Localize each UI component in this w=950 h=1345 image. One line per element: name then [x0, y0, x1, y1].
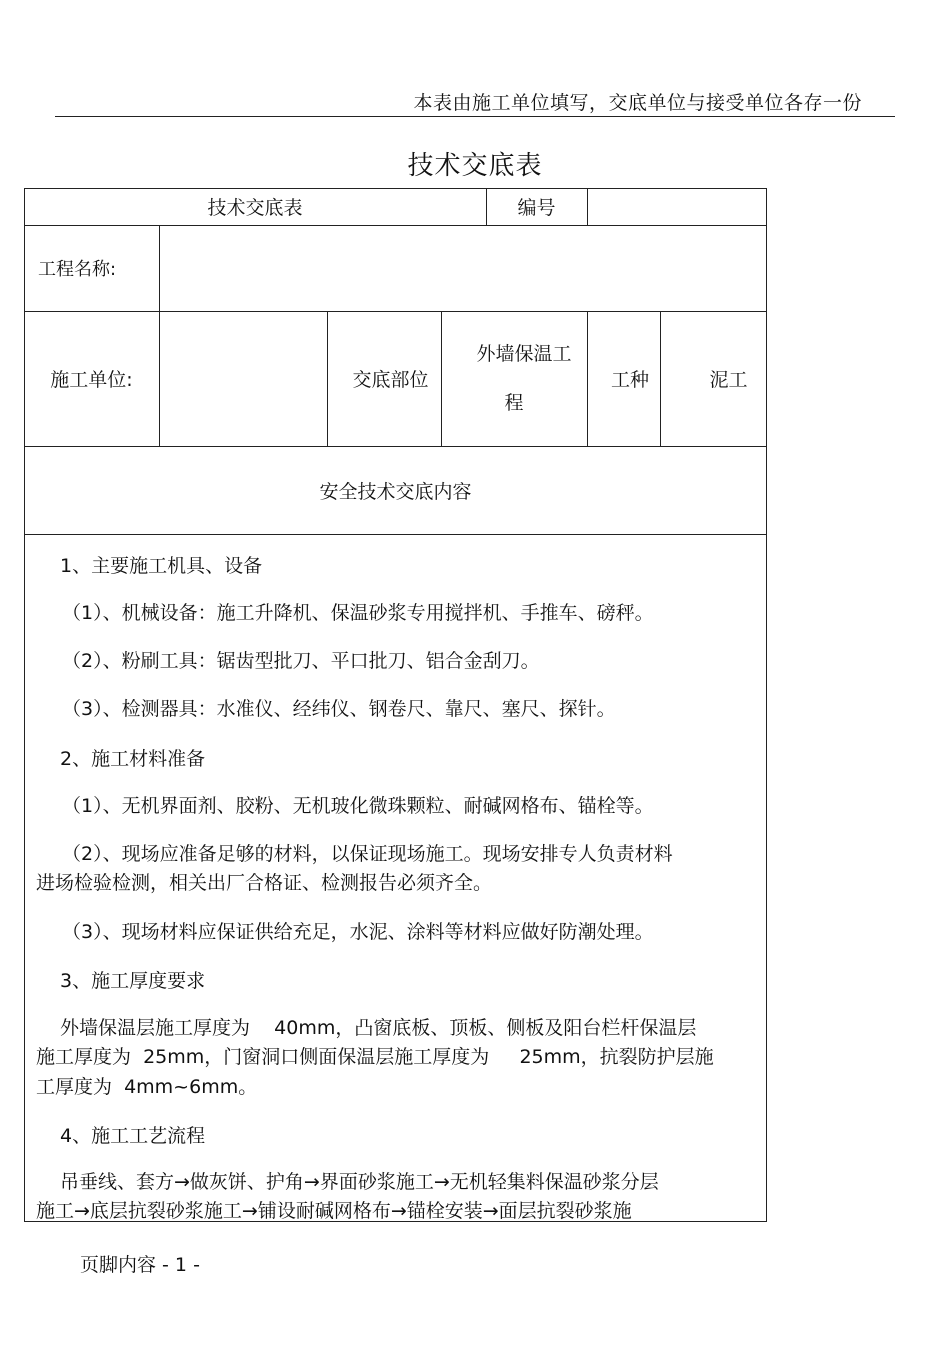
heading-process: 4、施工工艺流程 [60, 1125, 206, 1147]
table-rule [587, 311, 588, 446]
construction-unit-label: 施工单位: [50, 369, 133, 391]
disclosure-part-value [441, 311, 587, 446]
item-material-supply: （3）、现场材料应保证供给充足，水泥、涂料等材料应做好防潮处理。 [62, 921, 654, 943]
table-title-cell: 技术交底表 [207, 197, 303, 219]
page-footer: 页脚内容 - 1 - [80, 1254, 200, 1276]
disclosure-part-line2: 程 [504, 391, 524, 414]
document-title: 技术交底表 [407, 151, 543, 181]
header-note: 本表由施工单位填写，交底单位与接受单位各存一份 [413, 92, 862, 114]
thickness-line1: 外墙保温层施工厚度为 40mm，凸窗底板、顶板、侧板及阳台栏杆保温层 [60, 1017, 697, 1039]
process-line1: 吊垂线、套方→做灰饼、护角→界面砂浆施工→无机轻集料保温砂浆分层 [60, 1171, 659, 1193]
heading-materials: 2、施工材料准备 [60, 748, 206, 770]
item-machinery: （1）、机械设备：施工升降机、保温砂浆专用搅拌机、手推车、磅秤。 [62, 602, 654, 624]
item-plaster-tools: （2）、粉刷工具：锯齿型批刀、平口批刀、铝合金刮刀。 [62, 650, 540, 672]
table-rule [24, 534, 767, 535]
table-rule [327, 311, 328, 446]
disclosure-part-line1: 外墙保温工 [476, 342, 572, 365]
item-instruments: （3）、检测器具：水准仪、经纬仪、钢卷尺、靠尺、塞尺、探针。 [62, 698, 616, 720]
thickness-line3: 工厚度为 4mm~6mm。 [36, 1076, 258, 1098]
section-title: 安全技术交底内容 [319, 480, 472, 503]
project-name-value[interactable] [170, 225, 760, 311]
trade-value: 泥工 [709, 369, 748, 391]
number-label: 编号 [517, 197, 556, 219]
heading-tools: 1、主要施工机具、设备 [60, 555, 263, 577]
trade-label: 工种 [610, 369, 649, 391]
item-material-list: （1）、无机界面剂、胶粉、无机玻化微珠颗粒、耐碱网格布、锚栓等。 [62, 795, 654, 817]
thickness-line2: 施工厚度为 25mm，门窗洞口侧面保温层施工厚度为 25mm，抗裂防护层施 [36, 1046, 714, 1068]
item-material-prep-line2: 进场检验检测，相关出厂合格证、检测报告必须齐全。 [36, 872, 493, 894]
project-name-label: 工程名称: [38, 259, 117, 280]
item-material-prep-line1: （2）、现场应准备足够的材料，以保证现场施工。现场安排专人负责材料 [62, 843, 673, 865]
disclosure-part-label: 交底部位 [352, 369, 429, 391]
construction-unit-value[interactable] [159, 311, 327, 446]
table-rule [660, 311, 661, 446]
header-rule [55, 116, 895, 117]
number-value[interactable] [587, 188, 767, 225]
process-line2: 施工→底层抗裂砂浆施工→铺设耐碱网格布→锚栓安装→面层抗裂砂浆施 [36, 1200, 632, 1222]
heading-thickness: 3、施工厚度要求 [60, 970, 206, 992]
